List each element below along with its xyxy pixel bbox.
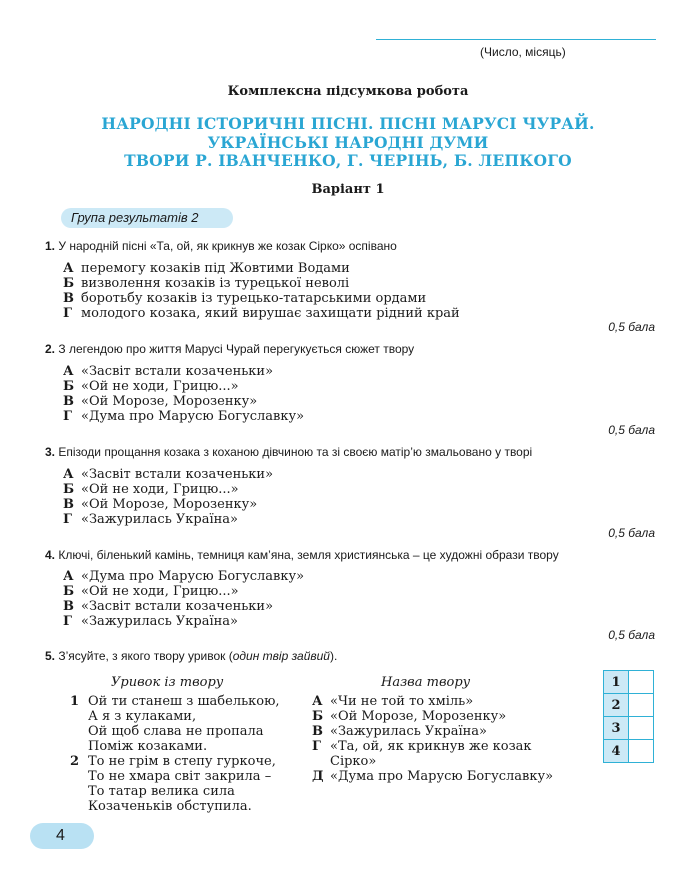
- question-5: 5. З’ясуйте, з якого твору уривок (один твір зайвий).: [45, 649, 338, 663]
- excerpt-line: Ой щоб слава не пропала: [88, 724, 264, 739]
- points-1: 0,5 бала: [608, 320, 655, 334]
- title-option-e-letter: Д: [312, 769, 324, 784]
- option-3d[interactable]: Г «Зажурилась Україна»: [63, 512, 239, 527]
- answer-row-number: 2: [604, 694, 629, 717]
- option-1b[interactable]: Б визволення козаків із турецької неволі: [63, 276, 350, 291]
- title-option-a[interactable]: «Чи не той то хміль»: [330, 694, 474, 709]
- page-number: 4: [30, 823, 94, 849]
- answer-cell-1[interactable]: [629, 671, 654, 694]
- work-title: Комплексна підсумкова робота: [227, 84, 469, 99]
- answer-row-number: 1: [604, 671, 629, 694]
- question-text: У народній пісні «Та, ой, як крикнув же козак Сірко» оспівано: [58, 239, 397, 253]
- question-number: 1.: [45, 239, 56, 253]
- option-4a[interactable]: А «Дума про Марусю Богуславку»: [63, 569, 305, 584]
- excerpt-2-number: 2: [70, 754, 80, 769]
- question-number: 3.: [45, 445, 56, 459]
- question-text: З легендою про життя Марусі Чурай перегукується сюжет твору: [58, 342, 415, 356]
- answer-cell-2[interactable]: [629, 694, 654, 717]
- option-1d[interactable]: Г молодого козака, який вирушає захищати рідний край: [63, 306, 460, 321]
- points-3: 0,5 бала: [608, 526, 655, 540]
- option-1a[interactable]: А перемогу козаків під Жовтими Водами: [63, 261, 350, 276]
- title-option-e[interactable]: «Дума про Марусю Богуславку»: [330, 769, 554, 784]
- excerpt-line: Поміж козаками.: [88, 739, 208, 754]
- variant-label: Варіант 1: [311, 182, 385, 197]
- date-caption: (Число, місяць): [480, 45, 566, 59]
- option-3b[interactable]: Б «Ой не ходи, Грицю...»: [63, 482, 239, 497]
- option-2a[interactable]: А «Засвіт встали козаченьки»: [63, 364, 274, 379]
- question-number: 5.: [45, 649, 56, 663]
- title-option-c-letter: В: [312, 724, 323, 739]
- option-2b[interactable]: Б «Ой не ходи, Грицю...»: [63, 379, 239, 394]
- title-option-a-letter: А: [312, 694, 323, 709]
- excerpt-line: То не хмара світ закрила –: [88, 769, 272, 784]
- question-3: [45, 445, 532, 459]
- title-option-b[interactable]: «Ой Морозе, Морозенку»: [330, 709, 507, 724]
- question-text: Епізоди прощання козака з коханою дівчиною та зі своєю матір’ю змальовано у творі: [58, 445, 533, 459]
- excerpt-line: То татар велика сила: [88, 784, 235, 799]
- option-3a[interactable]: А «Засвіт встали козаченьки»: [63, 467, 274, 482]
- excerpt-line: То не грім в степу гуркоче,: [88, 754, 276, 769]
- answer-row-number: 3: [604, 717, 629, 740]
- excerpt-line: Ой ти станеш з шабелькою,: [88, 694, 280, 709]
- question-2: [45, 342, 414, 356]
- results-group-badge: Група результатів 2: [61, 208, 233, 228]
- question-4: [45, 548, 559, 562]
- excerpt-line: А я з кулаками,: [88, 709, 197, 724]
- option-4b[interactable]: Б «Ой не ходи, Грицю...»: [63, 584, 239, 599]
- title-column-header: Назва твору: [381, 675, 471, 690]
- answer-cell-3[interactable]: [629, 717, 654, 740]
- option-4d[interactable]: Г «Зажурилась Україна»: [63, 614, 239, 629]
- title-option-d-cont[interactable]: Сірко»: [330, 754, 377, 769]
- answer-cell-4[interactable]: [629, 740, 654, 763]
- question-number: 4.: [45, 548, 56, 562]
- option-1c[interactable]: В боротьбу козаків із турецько-татарськими ордами: [63, 291, 427, 306]
- answer-row-number: 4: [604, 740, 629, 763]
- title-option-d[interactable]: «Та, ой, як крикнув же козак: [330, 739, 532, 754]
- title-option-d-letter: Г: [312, 739, 321, 754]
- option-3c[interactable]: В «Ой Морозе, Морозенку»: [63, 497, 258, 512]
- answer-grid: [603, 670, 654, 763]
- title-option-b-letter: Б: [312, 709, 324, 724]
- question-text: Ключі, біленький камінь, темниця кам’яна, земля християнська – це художні образи твору: [58, 548, 559, 562]
- title-option-c[interactable]: «Зажурилась Україна»: [330, 724, 488, 739]
- question-number: 2.: [45, 342, 56, 356]
- option-2d[interactable]: Г «Дума про Марусю Богуславку»: [63, 409, 305, 424]
- excerpt-column-header: Уривок із твору: [111, 675, 224, 690]
- topic-line-3: ТВОРИ Р. ІВАНЧЕНКО, Г. ЧЕРІНЬ, Б. ЛЕПКОГО: [124, 151, 572, 170]
- points-2: 0,5 бала: [608, 423, 655, 437]
- option-4c[interactable]: В «Засвіт встали козаченьки»: [63, 599, 274, 614]
- option-2c[interactable]: В «Ой Морозе, Морозенку»: [63, 394, 258, 409]
- topic-line-1: НАРОДНІ ІСТОРИЧНІ ПІСНІ. ПІСНІ МАРУСІ ЧУРАЙ.: [101, 114, 595, 133]
- topic-line-2: УКРАЇНСЬКІ НАРОДНІ ДУМИ: [207, 133, 489, 152]
- excerpt-line: Козаченьків обступила.: [88, 799, 252, 814]
- question-1: [45, 239, 397, 253]
- points-4: 0,5 бала: [608, 628, 655, 642]
- excerpt-1-number: 1: [70, 694, 80, 709]
- date-line: [376, 39, 656, 40]
